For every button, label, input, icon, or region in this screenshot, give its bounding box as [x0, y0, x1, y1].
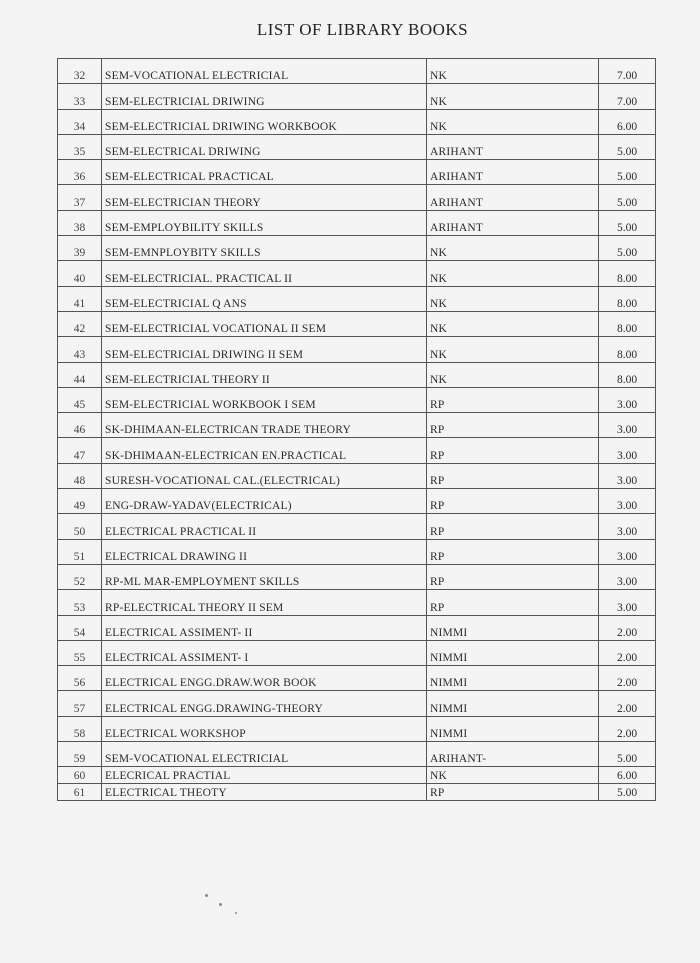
book-publisher-cell: NK	[427, 261, 599, 286]
table-row	[58, 109, 656, 134]
book-number-cell: 48	[58, 463, 102, 488]
book-price-cell: 6.00	[599, 109, 656, 134]
book-publisher-cell: NIMMI	[427, 640, 599, 665]
book-title-cell: SEM-VOCATIONAL ELECTRICIAL	[102, 742, 427, 767]
book-price-cell: 8.00	[599, 311, 656, 336]
book-number-cell: 51	[58, 539, 102, 564]
book-title-cell: SEM-ELECTRICIAN THEORY	[102, 185, 427, 210]
table-row	[58, 590, 656, 615]
book-title-cell: SEM-ELECTRICIAL. PRACTICAL II	[102, 261, 427, 286]
book-price-cell: 7.00	[599, 59, 656, 84]
book-publisher-cell: NK	[427, 84, 599, 109]
table-row	[58, 742, 656, 767]
book-number-cell: 58	[58, 716, 102, 741]
book-title-cell: ENG-DRAW-YADAV(ELECTRICAL)	[102, 489, 427, 514]
book-title-cell: SEM-ELECTRICIAL DRIWING WORKBOOK	[102, 109, 427, 134]
table-row	[58, 640, 656, 665]
book-title-cell: SEM-ELECTRICIAL VOCATIONAL II SEM	[102, 311, 427, 336]
book-price-cell: 8.00	[599, 261, 656, 286]
book-title-cell: ELECTRICAL ASSIMENT- II	[102, 615, 427, 640]
book-number-cell: 33	[58, 84, 102, 109]
book-publisher-cell: RP	[427, 489, 599, 514]
book-publisher-cell: ARIHANT	[427, 160, 599, 185]
book-publisher-cell: ARIHANT	[427, 185, 599, 210]
book-publisher-cell: ARIHANT	[427, 134, 599, 159]
book-title-cell: ELECTRICAL WORKSHOP	[102, 716, 427, 741]
book-publisher-cell: NK	[427, 236, 599, 261]
book-price-cell: 2.00	[599, 716, 656, 741]
book-number-cell: 42	[58, 311, 102, 336]
book-price-cell: 3.00	[599, 438, 656, 463]
table-row	[58, 413, 656, 438]
book-title-cell: SEM-ELECTRICIAL DRIWING	[102, 84, 427, 109]
book-title-cell: SEM-ELECTRICIAL DRIWING II SEM	[102, 337, 427, 362]
table-row	[58, 489, 656, 514]
book-price-cell: 3.00	[599, 463, 656, 488]
book-publisher-cell: RP	[427, 590, 599, 615]
book-price-cell: 3.00	[599, 413, 656, 438]
book-title-cell: SEM-ELECTRICAL DRIWING	[102, 134, 427, 159]
book-price-cell: 5.00	[599, 784, 656, 801]
table-row	[58, 210, 656, 235]
book-number-cell: 40	[58, 261, 102, 286]
book-publisher-cell: ARIHANT	[427, 210, 599, 235]
book-title-cell: SEM-ELECTRICAL PRACTICAL	[102, 160, 427, 185]
table-row	[58, 261, 656, 286]
book-title-cell: SEM-ELECTRICIAL THEORY II	[102, 362, 427, 387]
book-price-cell: 5.00	[599, 742, 656, 767]
book-number-cell: 59	[58, 742, 102, 767]
table-row	[58, 134, 656, 159]
book-price-cell: 8.00	[599, 286, 656, 311]
book-price-cell: 3.00	[599, 514, 656, 539]
book-price-cell: 5.00	[599, 236, 656, 261]
book-number-cell: 44	[58, 362, 102, 387]
book-number-cell: 43	[58, 337, 102, 362]
book-title-cell: SK-DHIMAAN-ELECTRICAN TRADE THEORY	[102, 413, 427, 438]
table-row	[58, 615, 656, 640]
book-number-cell: 34	[58, 109, 102, 134]
table-row	[58, 362, 656, 387]
book-title-cell: RP-ML MAR-EMPLOYMENT SKILLS	[102, 564, 427, 589]
table-row	[58, 311, 656, 336]
book-number-cell: 45	[58, 387, 102, 412]
book-number-cell: 60	[58, 767, 102, 784]
scan-speck	[219, 903, 222, 906]
book-number-cell: 32	[58, 59, 102, 84]
book-price-cell: 2.00	[599, 666, 656, 691]
table-row	[58, 691, 656, 716]
book-publisher-cell: RP	[427, 514, 599, 539]
book-title-cell: RP-ELECTRICAL THEORY II SEM	[102, 590, 427, 615]
book-publisher-cell: NK	[427, 59, 599, 84]
table-row	[58, 185, 656, 210]
book-title-cell: ELECRICAL PRACTIAL	[102, 767, 427, 784]
table-row	[58, 564, 656, 589]
book-number-cell: 61	[58, 784, 102, 801]
book-title-cell: ELECTRICAL PRACTICAL II	[102, 514, 427, 539]
book-number-cell: 50	[58, 514, 102, 539]
scan-speck	[205, 894, 208, 897]
book-number-cell: 41	[58, 286, 102, 311]
book-number-cell: 52	[58, 564, 102, 589]
book-publisher-cell: RP	[427, 564, 599, 589]
book-number-cell: 46	[58, 413, 102, 438]
book-price-cell: 3.00	[599, 387, 656, 412]
table-row	[58, 337, 656, 362]
table-row	[58, 666, 656, 691]
book-title-cell: ELECTRICAL ENGG.DRAWING-THEORY	[102, 691, 427, 716]
book-price-cell: 3.00	[599, 539, 656, 564]
book-publisher-cell: NIMMI	[427, 666, 599, 691]
book-price-cell: 2.00	[599, 615, 656, 640]
book-price-cell: 3.00	[599, 489, 656, 514]
book-number-cell: 49	[58, 489, 102, 514]
table-row	[58, 84, 656, 109]
book-number-cell: 54	[58, 615, 102, 640]
table-row	[58, 286, 656, 311]
table-row	[58, 160, 656, 185]
book-publisher-cell: NK	[427, 337, 599, 362]
book-publisher-cell: RP	[427, 784, 599, 801]
book-number-cell: 47	[58, 438, 102, 463]
book-price-cell: 7.00	[599, 84, 656, 109]
book-price-cell: 5.00	[599, 134, 656, 159]
book-publisher-cell: NK	[427, 362, 599, 387]
book-publisher-cell: NK	[427, 767, 599, 784]
book-number-cell: 39	[58, 236, 102, 261]
book-publisher-cell: NK	[427, 311, 599, 336]
book-title-cell: ELECTRICAL ASSIMENT- I	[102, 640, 427, 665]
book-number-cell: 56	[58, 666, 102, 691]
book-title-cell: SK-DHIMAAN-ELECTRICAN EN.PRACTICAL	[102, 438, 427, 463]
book-number-cell: 38	[58, 210, 102, 235]
book-title-cell: SURESH-VOCATIONAL CAL.(ELECTRICAL)	[102, 463, 427, 488]
book-publisher-cell: RP	[427, 463, 599, 488]
table-row	[58, 438, 656, 463]
book-publisher-cell: NK	[427, 286, 599, 311]
page-title: LIST OF LIBRARY BOOKS	[256, 20, 469, 39]
book-price-cell: 8.00	[599, 337, 656, 362]
table-row	[58, 463, 656, 488]
book-number-cell: 53	[58, 590, 102, 615]
book-number-cell: 37	[58, 185, 102, 210]
library-books-table	[57, 58, 656, 801]
book-publisher-cell: NK	[427, 109, 599, 134]
scan-speck	[235, 912, 237, 914]
book-title-cell: SEM-ELECTRICIAL WORKBOOK I SEM	[102, 387, 427, 412]
book-price-cell: 2.00	[599, 640, 656, 665]
book-number-cell: 55	[58, 640, 102, 665]
table-row	[58, 236, 656, 261]
book-price-cell: 5.00	[599, 185, 656, 210]
book-title-cell: ELECTRICAL DRAWING II	[102, 539, 427, 564]
book-publisher-cell: NIMMI	[427, 716, 599, 741]
book-publisher-cell: RP	[427, 539, 599, 564]
book-title-cell: SEM-VOCATIONAL ELECTRICIAL	[102, 59, 427, 84]
table-row	[58, 539, 656, 564]
book-price-cell: 3.00	[599, 564, 656, 589]
book-publisher-cell: NIMMI	[427, 615, 599, 640]
book-number-cell: 36	[58, 160, 102, 185]
book-number-cell: 57	[58, 691, 102, 716]
book-price-cell: 8.00	[599, 362, 656, 387]
book-price-cell: 3.00	[599, 590, 656, 615]
table-row	[58, 387, 656, 412]
book-publisher-cell: RP	[427, 438, 599, 463]
book-price-cell: 6.00	[599, 767, 656, 784]
book-title-cell: SEM-ELECTRICIAL Q ANS	[102, 286, 427, 311]
book-title-cell: SEM-EMNPLOYBITY SKILLS	[102, 236, 427, 261]
table-row	[58, 716, 656, 741]
table-row	[58, 767, 656, 784]
table-row	[58, 514, 656, 539]
book-title-cell: ELECTRICAL THEOTY	[102, 784, 427, 801]
book-price-cell: 5.00	[599, 160, 656, 185]
table-row	[58, 784, 656, 801]
book-publisher-cell: NIMMI	[427, 691, 599, 716]
book-price-cell: 2.00	[599, 691, 656, 716]
book-number-cell: 35	[58, 134, 102, 159]
book-title-cell: SEM-EMPLOYBILITY SKILLS	[102, 210, 427, 235]
book-price-cell: 5.00	[599, 210, 656, 235]
book-title-cell: ELECTRICAL ENGG.DRAW.WOR BOOK	[102, 666, 427, 691]
book-publisher-cell: ARIHANT-	[427, 742, 599, 767]
table-row	[58, 59, 656, 84]
book-publisher-cell: RP	[427, 413, 599, 438]
book-publisher-cell: RP	[427, 387, 599, 412]
